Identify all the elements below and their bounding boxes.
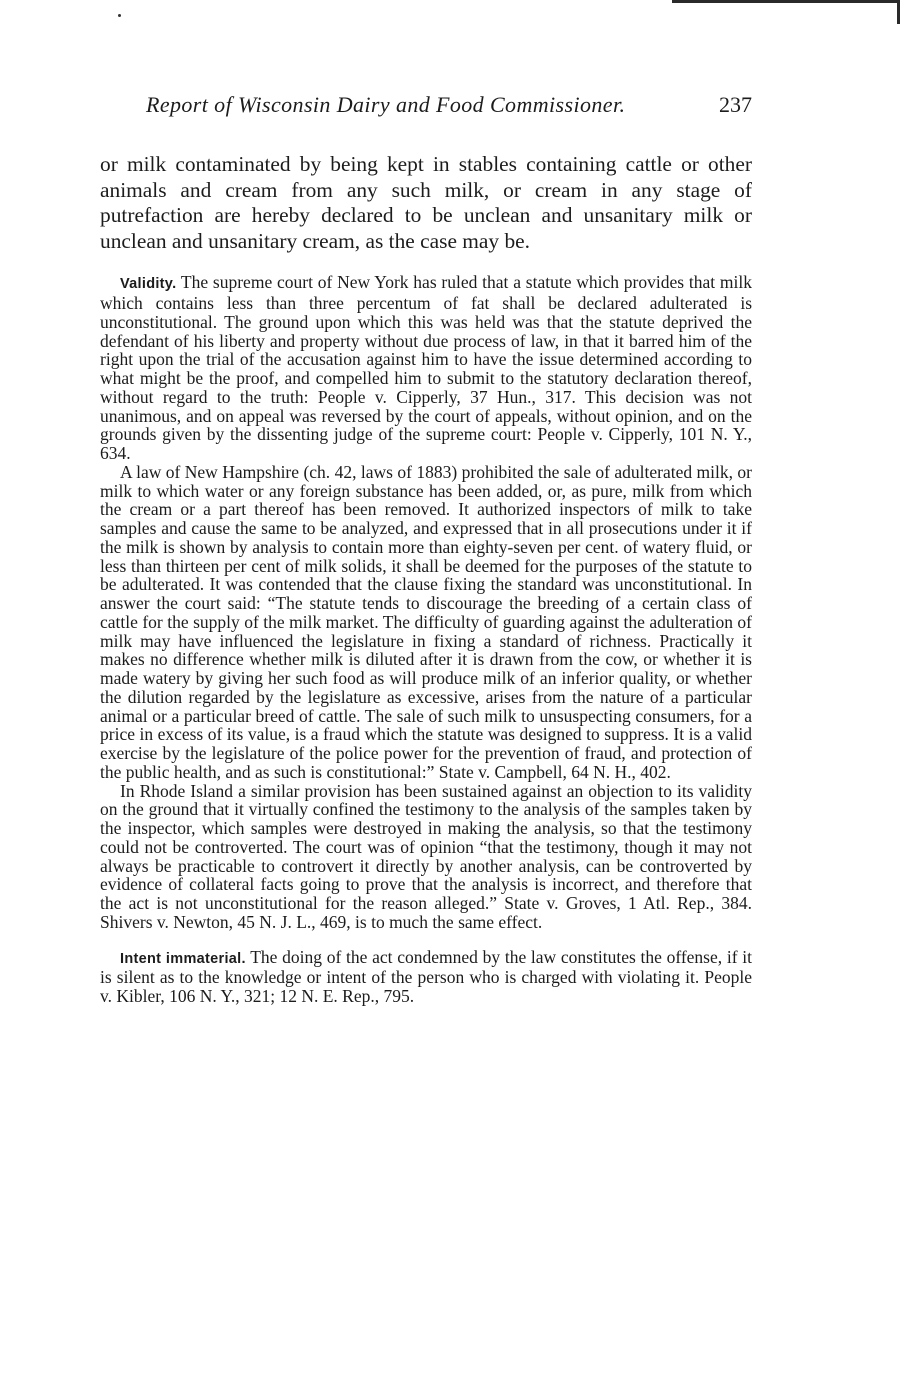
page [100,92,752,1006]
statute-text: or milk contaminated by being kept in stables containing cattle or other animals and cream from any such milk, or cream in any stage of putrefaction are hereby declared to be unclean and unsanitary milk or unclean and unsanitary cream, as the case may be. [100,152,752,253]
annotation-heading: Intent immaterial. [120,950,246,967]
annotations [100,273,752,1006]
annotation-validity [100,273,752,463]
running-head [146,92,752,132]
running-head-title: Report of Wisconsin Dairy and Food Commissioner. [146,92,626,117]
annotation-new-hampshire [100,463,752,782]
annotation-rhode-island [100,782,752,932]
scan-border-top [672,0,900,3]
page-number: 237 [719,92,752,117]
annotation-text: In Rhode Island a similar provision has been sustained against an objection to its validity on the ground that it virtually confined the testimony to the analysis of the samples taken by the inspector, which samples were destroyed in making the analysis, so that the testimony could not be controverted. The court was of opinion “that the testimony, though it may not always be practicable to controvert it directly by another analysis, can be controverted by evidence of collateral facts going to prove that the analysis is incorrect, and therefore that the act is not unconstitutional for the reason alleged.” State v. Groves, 1 Atl. Rep., 384. Shivers v. Newton, 45 N. J. L., 469, is to much the same effect. [100,780,752,932]
annotation-heading: Validity. [120,276,177,293]
annotation-text: A law of New Hampshire (ch. 42, laws of 1883) prohibited the sale of adulterated milk, or milk to which water or any foreign substance has been added, or, as pure, milk from which the cream or a part thereof has been removed. It authorized inspectors of milk to take samples and cause the same to be analyzed, and expressed that in all prosecutions under it if the milk is shown by analysis to contain more than eighty-seven per cent. of watery fluid, or less than thirteen per cent of milk solids, it shall be deemed for the purposes of the statute to be adulterated. It was contended that the clause fixing the standard was unconstitutional. In answer the court said: “The statute tends to discourage the breeding of a certain class of cattle for the supply of the milk market. The difficulty of guarding against the adulteration of milk may have influenced the legislature in fixing a standard of richness. Practically it makes no difference whether milk is diluted after it is drawn from the cow, or whether it is made watery by giving her such food as will produce milk of an inferior quality, or whether the dilution regarded by the legislature as excessive, arises from the nature of a particular animal or a particular breed of cattle. The sale of such milk to unsuspecting consumers, for a price in excess of its value, is a fraud which the statute was designed to suppress. It is a valid exercise by the legislature of the police power for the prevention of fraud, and protection of the public health, and as such is constitutional:” State v. Campbell, 64 N. H., 402. [100,461,752,782]
annotation-text: The doing of the act condemned by the law constitutes the offense, if it is silent as to the knowledge or intent of the person who is charged with violating it. People v. Kibler, 106 N. Y., 321; 12 N. E. Rep., 795. [100,946,752,1007]
annotation-intent [100,948,752,1006]
scan-speck [118,14,121,17]
annotation-text: The supreme court of New York has ruled that a statute which provides that milk which contains less than three percentum of fat shall be declared adulterated is unconstitutional. The ground upon which this was held was that the statute deprived the defendant of his liberty and property without due process of law, in that it barred him of the right upon the trial of the accusation against him to have the issue determined according to what might be the proof, and compelled him to submit to the statutory declaration thereof, without regard to the truth: People v. Cipperly, 37 Hun., 317. This decision was not unanimous, and on appeal was reversed by the court of appeals, without opinion, and on the grounds given by the dissenting judge of the supreme court: People v. Cipperly, 101 N. Y., 634. [100,272,752,464]
